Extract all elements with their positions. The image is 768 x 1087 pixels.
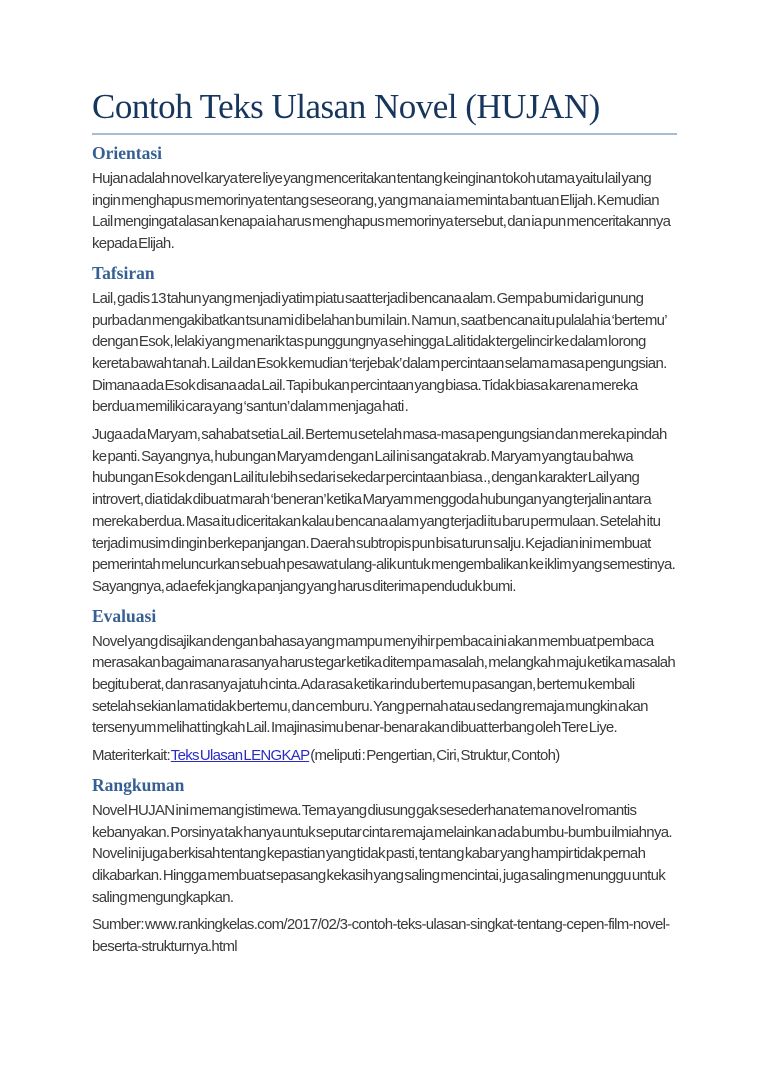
tafsiran-paragraph-2: Juga ada Maryam, sahabat setia Lail. Bertemu setelah masa-masa pengungsian dan mereka pindah ke panti. Sayangnya, hubungan Maryam dengan Lail ini sangat akrab. Maryam yang tau bahwa hubungan Esok dengan Lail itu lebih sedari sekedar percintaan biasa ., dengan karakter Lail yang introvert, dia tidak dibuat marah ‘beneran’ ketika Maryam menggoda hubungan yang terjalin antara mereka berdua. Masa itu diceritakan kalau bencana alam yang terjadi itu baru permulaan. Setelah itu terjadi musim dingin berkepanjangan. Daerah subtropis pun bisa turun salju. Kejadian ini membuat pemerintah meluncurkan sebuah pesawat ulang-alik untuk mengembalikan ke iklim yang semestinya. Sayangnya, ada efek jangka panjang yang harus diterima penduduk bumi.: [92, 426, 676, 595]
orientasi-paragraph: Hujan adalah novel karya tere liye yang menceritakan tentang keinginan tokoh utama yaitu lail yang ingin menghapus memorinya tentang seseorang, yang mana ia meminta bantuan Elijah. Kemudian Lail mengingat alasan kenapa ia harus menghapus memorinya tersebut, dan ia pun menceritakannya kepada Elijah.: [92, 170, 671, 253]
section-heading-tafsiran: Tafsiran: [92, 262, 155, 283]
tafsiran-paragraph-1: Lail, gadis 13 tahun yang menjadi yatim piatu saat terjadi bencana alam. Gempa bumi dari gunung purba dan mengakibatkan tsunami di belahan bumi lain. Namun, saat bencana itu pulalah ia ‘bertemu’ dengan Esok, lelaki yang menarik tas punggungnya sehingga Lali tidak tergelincir ke dalam lorong kereta bawah tanah. Lail dan Esok kemudian ‘terjebak’ dalam percintaan selama masa pengungsian. Dimana ada Esok disana ada Lail. Tapi bukan percintaan yang biasa. Tidak biasa karena mereka berdua memiliki cara yang ‘santun’ dalam menjaga hati .: [92, 289, 667, 416]
related-material-prefix: Materi terkait:: [92, 747, 171, 765]
title-divider: [92, 133, 677, 135]
evaluasi-paragraph: Novel yang disajikan dengan bahasa yang mampu menyihir pembaca ini akan membuat pembaca merasakan bagaimana rasanya harus tegar ketika ditempa masalah, melangkah maju ketika masalah begitu berat, dan rasanya jatuh cinta. Ada rasa ketika rindu bertemu pasangan, bertemu kembali setelah sekian lama tidak bertemu, dan cemburu. Yang pernah atau sedang remaja mungkin akan tersenyum melihat tingkah Lail. Imajinasimu benar-benar akan dibuat terbang oleh Tere Liye.: [92, 632, 676, 737]
teks-ulasan-lengkap-link[interactable]: Teks Ulasan LENGKAP: [170, 747, 310, 765]
rangkuman-paragraph: Novel HUJAN ini memang istimewa. Tema yang diusung gak sesederhana tema novel romantis kebanyakan. Porsinya tak hanya untuk seputar cinta remaja melainkan ada bumbu-bumbu ilmiahnya. Novel ini juga berkisah tentang kepastian yang tidak pasti, tentang kabar yang hampir tidak pernah dikabarkan. Hingga membuat sepasang kekasih yang saling mencintai, juga saling menunggu untuk saling mengungkapkan.: [92, 801, 672, 906]
section-heading-evaluasi: Evaluasi: [92, 605, 157, 626]
source-url-line: Sumber: www.rankingkelas.com/2017/02/3-contoh-teks-ulasan-singkat-tentang-cepen-film-novel-beserta-strukturnya.html: [92, 916, 670, 956]
related-material-line: [92, 745, 677, 767]
related-material-suffix: (meliputi : Pengertian, Ciri, Struktur, Contoh): [309, 747, 560, 765]
section-heading-rangkuman: Rangkuman: [92, 774, 185, 795]
page-title: Contoh Teks Ulasan Novel (HUJAN): [92, 87, 600, 126]
section-heading-orientasi: Orientasi: [92, 143, 162, 163]
